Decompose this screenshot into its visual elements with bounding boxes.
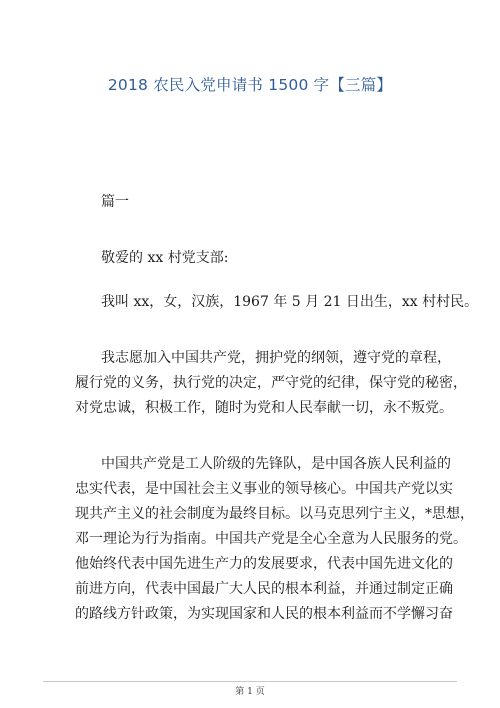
paragraph-pledge: [75, 346, 467, 421]
paragraph-line: 履行党的义务，执行党的决定，严守党的纪律，保守党的秘密，: [75, 375, 467, 391]
paragraph-line: 中国共产党是工人阶级的先锋队，是中国各族人民利益的: [101, 456, 451, 472]
paragraph-line: 现共产主义的社会制度为最终目标。以马克思列宁主义，*思想，: [75, 506, 474, 522]
document-title: 2018 农民入党申请书 1500 字【三篇】: [107, 76, 393, 94]
paragraph-line: 我志愿加入中国共产党，拥护党的纲领，遵守党的章程，: [101, 350, 451, 366]
paragraph-party-description: [75, 452, 474, 627]
paragraph-line: 邓一理论为行为指南。中国共产党是全心全意为人民服务的党。: [75, 531, 467, 547]
paragraph-line: 对党忠诚，积极工作，随时为党和人民奉献一切，永不叛党。: [75, 400, 453, 416]
paragraph-line: 前进方向，代表中国最广大人民的根本利益，并通过制定正确: [75, 581, 453, 597]
paragraph-line: 他始终代表中国先进生产力的发展要求，代表中国先进文化的: [75, 556, 453, 572]
footer-divider: [43, 681, 457, 682]
paragraph-line: 忠实代表，是中国社会主义事业的领导核心。中国共产党以实: [75, 481, 453, 497]
paragraph-line: 我叫 xx，女，汉族，1967 年 5 月 21 日出生，xx 村村民。: [101, 294, 479, 310]
paragraph-line: 的路线方针政策，为实现国家和人民的根本利益而不学懈习奋: [75, 606, 453, 622]
page-number: 第 1 页: [235, 687, 265, 697]
salutation: 敬爱的 xx 村党支部:: [101, 250, 229, 266]
paragraph-intro: [75, 290, 479, 315]
section-heading: 篇一: [101, 194, 129, 210]
